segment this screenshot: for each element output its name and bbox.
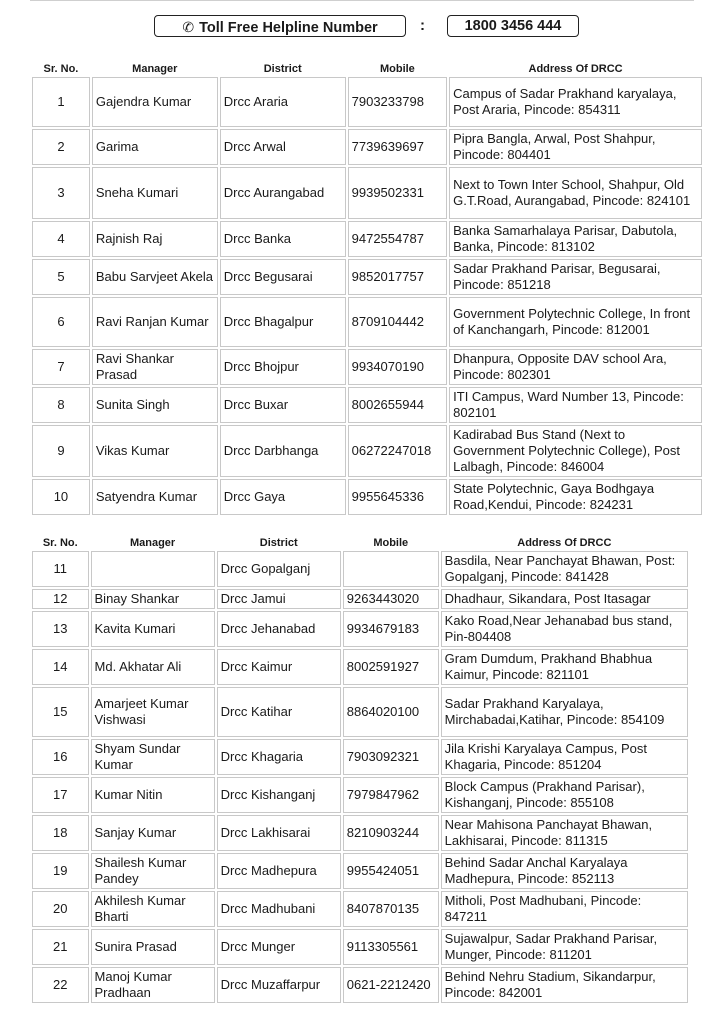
manager-cell: Amarjeet Kumar Vishwasi <box>91 687 215 737</box>
sr-no-cell: 10 <box>32 479 90 515</box>
mobile-cell: 7903233798 <box>348 77 448 127</box>
sr-no-cell: 20 <box>32 891 89 927</box>
header-manager: Manager <box>92 63 218 75</box>
header-mobile: Mobile <box>343 537 439 549</box>
district-cell: Drcc Gopalganj <box>217 551 341 587</box>
district-cell: Drcc Aurangabad <box>220 167 346 219</box>
table-row <box>32 259 702 295</box>
top-divider <box>30 0 694 1</box>
manager-cell: Kumar Nitin <box>91 777 215 813</box>
address-cell: Sadar Prakhand Karyalaya, Mirchabadai,Katihar, Pincode: 854109 <box>441 687 688 737</box>
drcc-table-2 <box>30 535 690 1005</box>
manager-cell: Shailesh Kumar Pandey <box>91 853 215 889</box>
address-cell: Basdila, Near Panchayat Bhawan, Post: Gopalganj, Pincode: 841428 <box>441 551 688 587</box>
manager-cell: Ravi Shankar Prasad <box>92 349 218 385</box>
district-cell: Drcc Araria <box>220 77 346 127</box>
address-cell: Sujawalpur, Sadar Prakhand Parisar, Munger, Pincode: 811201 <box>441 929 688 965</box>
district-cell: Drcc Munger <box>217 929 341 965</box>
mobile-cell: 7979847962 <box>343 777 439 813</box>
sr-no-cell: 21 <box>32 929 89 965</box>
address-cell: Behind Nehru Stadium, Sikandarpur, Pincode: 842001 <box>441 967 688 1003</box>
header-sr-no: Sr. No. <box>32 537 89 549</box>
manager-cell: Satyendra Kumar <box>92 479 218 515</box>
table-row <box>32 589 688 609</box>
address-cell: Mitholi, Post Madhubani, Pincode: 847211 <box>441 891 688 927</box>
table-row <box>32 167 702 219</box>
address-cell: Kadirabad Bus Stand (Next to Government Polytechnic College), Post Lalbagh, Pincode: 846004 <box>449 425 702 477</box>
district-cell: Drcc Gaya <box>220 479 346 515</box>
sr-no-cell: 6 <box>32 297 90 347</box>
table-row <box>32 853 688 889</box>
district-cell: Drcc Katihar <box>217 687 341 737</box>
mobile-cell: 8709104442 <box>348 297 448 347</box>
address-cell: Near Mahisona Panchayat Bhawan, Lakhisarai, Pincode: 811315 <box>441 815 688 851</box>
district-cell: Drcc Begusarai <box>220 259 346 295</box>
mobile-cell: 9939502331 <box>348 167 448 219</box>
address-cell: Kako Road,Near Jehanabad bus stand, Pin-804408 <box>441 611 688 647</box>
district-cell: Drcc Kaimur <box>217 649 341 685</box>
mobile-cell: 8407870135 <box>343 891 439 927</box>
district-cell: Drcc Muzaffarpur <box>217 967 341 1003</box>
table-row <box>32 687 688 737</box>
manager-cell: Rajnish Raj <box>92 221 218 257</box>
manager-cell: Binay Shankar <box>91 589 215 609</box>
sr-no-cell: 11 <box>32 551 89 587</box>
sr-no-cell: 15 <box>32 687 89 737</box>
helpline-bar <box>0 15 724 41</box>
sr-no-cell: 7 <box>32 349 90 385</box>
table-row <box>32 929 688 965</box>
address-cell: Block Campus (Prakhand Parisar), Kishanganj, Pincode: 855108 <box>441 777 688 813</box>
sr-no-cell: 14 <box>32 649 89 685</box>
table-header-row <box>32 63 702 75</box>
table-row <box>32 891 688 927</box>
sr-no-cell: 22 <box>32 967 89 1003</box>
sr-no-cell: 5 <box>32 259 90 295</box>
district-cell: Drcc Bhojpur <box>220 349 346 385</box>
address-cell: Behind Sadar Anchal Karyalaya Madhepura, Pincode: 852113 <box>441 853 688 889</box>
table-row <box>32 739 688 775</box>
mobile-cell: 9955645336 <box>348 479 448 515</box>
sr-no-cell: 19 <box>32 853 89 889</box>
header-address: Address Of DRCC <box>449 63 702 75</box>
district-cell: Drcc Madhubani <box>217 891 341 927</box>
district-cell: Drcc Darbhanga <box>220 425 346 477</box>
header-district: District <box>220 63 346 75</box>
mobile-cell: 9113305561 <box>343 929 439 965</box>
table-row <box>32 777 688 813</box>
mobile-cell: 9934679183 <box>343 611 439 647</box>
table-row <box>32 221 702 257</box>
district-cell: Drcc Lakhisarai <box>217 815 341 851</box>
manager-cell: Sunira Prasad <box>91 929 215 965</box>
sr-no-cell: 4 <box>32 221 90 257</box>
header-sr-no: Sr. No. <box>32 63 90 75</box>
helpline-separator: : <box>420 17 425 34</box>
table-row <box>32 77 702 127</box>
header-district: District <box>217 537 341 549</box>
address-cell: Jila Krishi Karyalaya Campus, Post Khagaria, Pincode: 851204 <box>441 739 688 775</box>
manager-cell <box>91 551 215 587</box>
sr-no-cell: 9 <box>32 425 90 477</box>
address-cell: Pipra Bangla, Arwal, Post Shahpur, Pincode: 804401 <box>449 129 702 165</box>
address-cell: Government Polytechnic College, In front of Kanchangarh, Pincode: 812001 <box>449 297 702 347</box>
mobile-cell: 9472554787 <box>348 221 448 257</box>
district-cell: Drcc Bhagalpur <box>220 297 346 347</box>
address-cell: Next to Town Inter School, Shahpur, Old G.T.Road, Aurangabad, Pincode: 824101 <box>449 167 702 219</box>
mobile-cell: 8864020100 <box>343 687 439 737</box>
table-row <box>32 479 702 515</box>
mobile-cell: 7739639697 <box>348 129 448 165</box>
district-cell: Drcc Buxar <box>220 387 346 423</box>
phone-icon: ✆ <box>182 19 195 35</box>
table-row <box>32 967 688 1003</box>
toll-free-helpline-button[interactable] <box>154 15 406 37</box>
mobile-cell: 9263443020 <box>343 589 439 609</box>
table-row <box>32 129 702 165</box>
address-cell: Campus of Sadar Prakhand karyalaya, Post Araria, Pincode: 854311 <box>449 77 702 127</box>
manager-cell: Md. Akhatar Ali <box>91 649 215 685</box>
address-cell: Dhanpura, Opposite DAV school Ara, Pincode: 802301 <box>449 349 702 385</box>
manager-cell: Vikas Kumar <box>92 425 218 477</box>
table-row <box>32 649 688 685</box>
sr-no-cell: 12 <box>32 589 89 609</box>
sr-no-cell: 18 <box>32 815 89 851</box>
district-cell: Drcc Jamui <box>217 589 341 609</box>
table-row <box>32 349 702 385</box>
mobile-cell: 8002655944 <box>348 387 448 423</box>
district-cell: Drcc Jehanabad <box>217 611 341 647</box>
table-row <box>32 387 702 423</box>
district-cell: Drcc Arwal <box>220 129 346 165</box>
address-cell: ITI Campus, Ward Number 13, Pincode: 802101 <box>449 387 702 423</box>
table-row <box>32 815 688 851</box>
header-address: Address Of DRCC <box>441 537 688 549</box>
manager-cell: Garima <box>92 129 218 165</box>
table-row <box>32 425 702 477</box>
helpline-number[interactable]: 1800 3456 444 <box>447 15 579 37</box>
manager-cell: Kavita Kumari <box>91 611 215 647</box>
address-cell: Gram Dumdum, Prakhand Bhabhua Kaimur, Pincode: 821101 <box>441 649 688 685</box>
mobile-cell: 9934070190 <box>348 349 448 385</box>
mobile-cell: 8210903244 <box>343 815 439 851</box>
district-cell: Drcc Kishanganj <box>217 777 341 813</box>
header-manager: Manager <box>91 537 215 549</box>
sr-no-cell: 3 <box>32 167 90 219</box>
table-header-row <box>32 537 688 549</box>
table-row <box>32 611 688 647</box>
manager-cell: Gajendra Kumar <box>92 77 218 127</box>
manager-cell: Manoj Kumar Pradhaan <box>91 967 215 1003</box>
manager-cell: Sneha Kumari <box>92 167 218 219</box>
address-cell: Sadar Prakhand Parisar, Begusarai, Pincode: 851218 <box>449 259 702 295</box>
district-cell: Drcc Madhepura <box>217 853 341 889</box>
sr-no-cell: 8 <box>32 387 90 423</box>
mobile-cell: 06272247018 <box>348 425 448 477</box>
mobile-cell: 0621-2212420 <box>343 967 439 1003</box>
mobile-cell: 7903092321 <box>343 739 439 775</box>
address-cell: Dhadhaur, Sikandara, Post Itasagar <box>441 589 688 609</box>
mobile-cell <box>343 551 439 587</box>
manager-cell: Shyam Sundar Kumar <box>91 739 215 775</box>
mobile-cell: 9955424051 <box>343 853 439 889</box>
district-cell: Drcc Khagaria <box>217 739 341 775</box>
sr-no-cell: 2 <box>32 129 90 165</box>
manager-cell: Ravi Ranjan Kumar <box>92 297 218 347</box>
table-row <box>32 551 688 587</box>
mobile-cell: 8002591927 <box>343 649 439 685</box>
manager-cell: Sanjay Kumar <box>91 815 215 851</box>
header-mobile: Mobile <box>348 63 448 75</box>
sr-no-cell: 16 <box>32 739 89 775</box>
table-row <box>32 297 702 347</box>
drcc-table-1 <box>30 61 704 517</box>
mobile-cell: 9852017757 <box>348 259 448 295</box>
address-cell: Banka Samarhalaya Parisar, Dabutola, Banka, Pincode: 813102 <box>449 221 702 257</box>
district-cell: Drcc Banka <box>220 221 346 257</box>
manager-cell: Babu Sarvjeet Akela <box>92 259 218 295</box>
sr-no-cell: 1 <box>32 77 90 127</box>
manager-cell: Akhilesh Kumar Bharti <box>91 891 215 927</box>
address-cell: State Polytechnic, Gaya Bodhgaya Road,Kendui, Pincode: 824231 <box>449 479 702 515</box>
manager-cell: Sunita Singh <box>92 387 218 423</box>
sr-no-cell: 13 <box>32 611 89 647</box>
sr-no-cell: 17 <box>32 777 89 813</box>
helpline-label: Toll Free Helpline Number <box>199 20 378 36</box>
